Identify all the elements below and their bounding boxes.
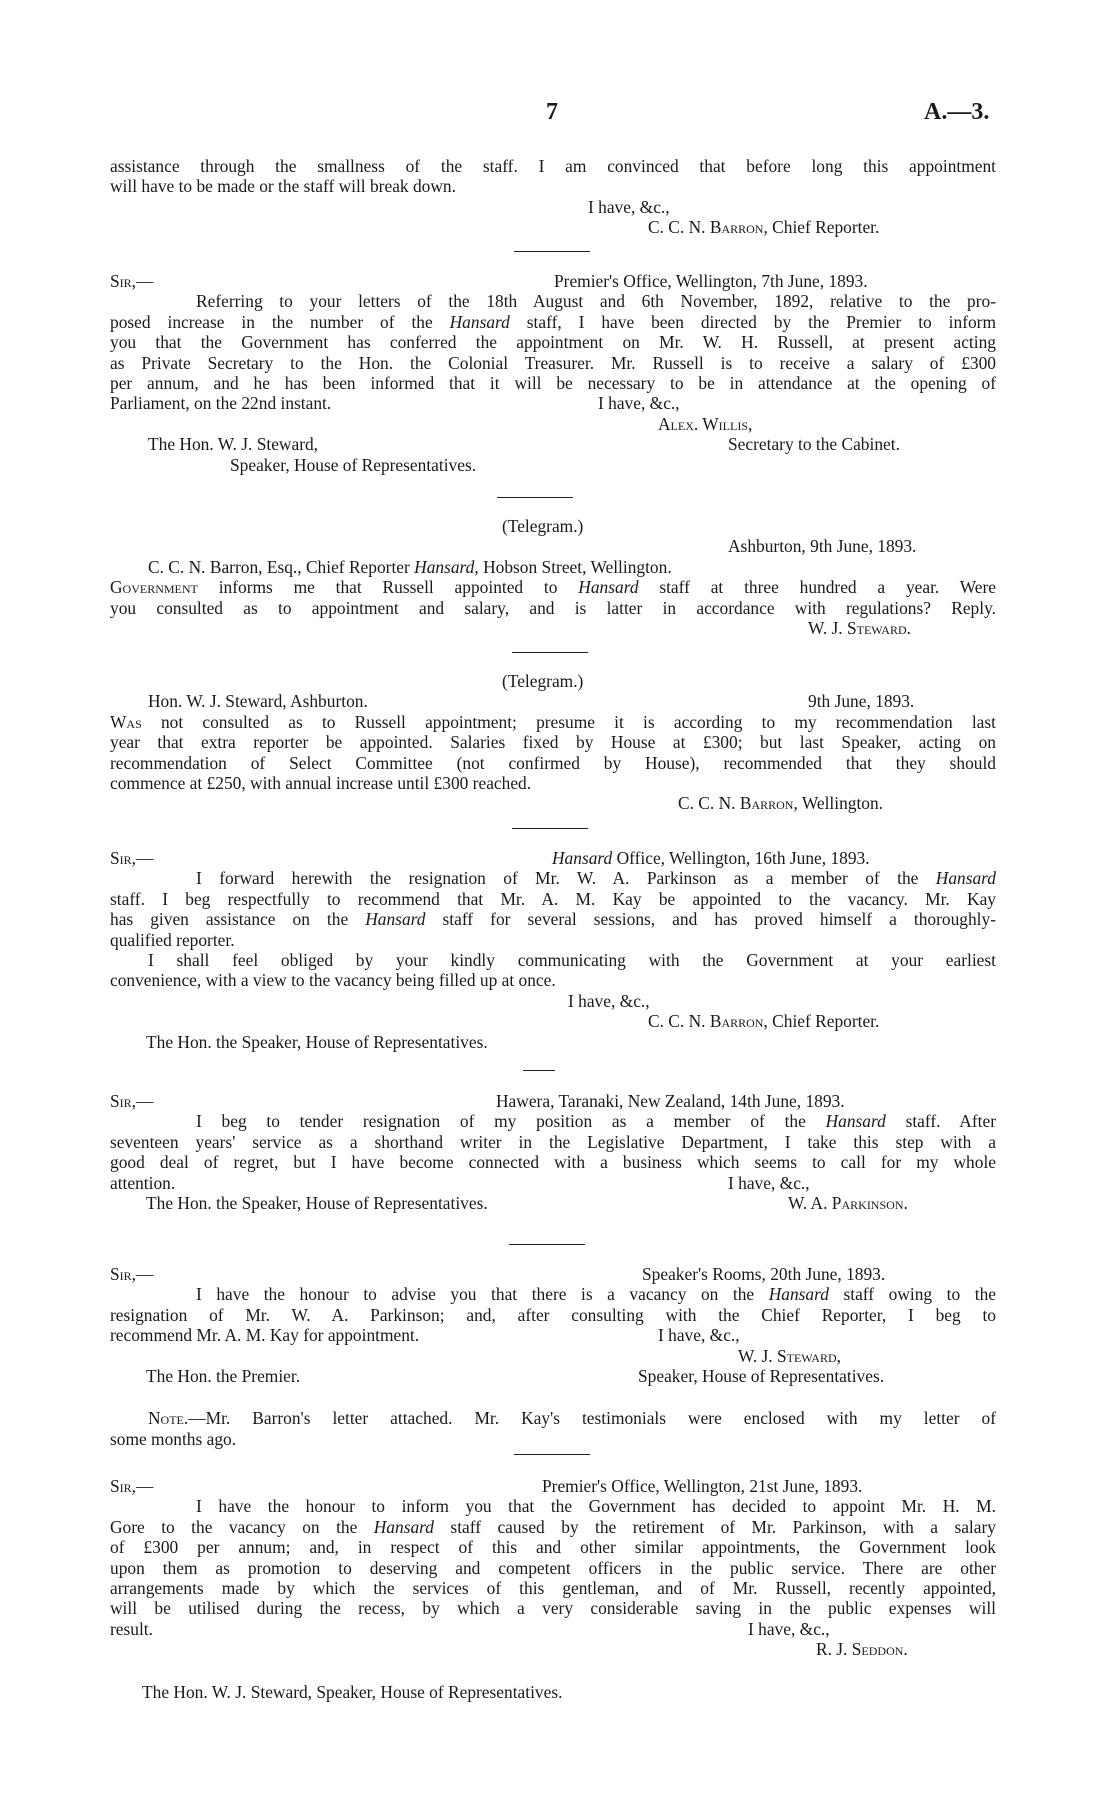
place-date: Hawera, Taranaki, New Zealand, 14th June, 1893. bbox=[496, 1091, 845, 1111]
section-divider bbox=[497, 497, 573, 498]
letter-speakers-rooms bbox=[110, 1264, 996, 1449]
closing: I have, &c., bbox=[588, 196, 670, 217]
text-line: will have to be made or the staff will break down. bbox=[110, 176, 456, 197]
section-divider bbox=[514, 1454, 590, 1455]
text-line: Referring to your letters of the 18th August and 6th November, 1892, relative to the pro- bbox=[196, 291, 996, 312]
section-divider bbox=[514, 251, 590, 252]
note-line: some months ago. bbox=[110, 1428, 237, 1449]
addressee: The Hon. the Speaker, House of Representatives. bbox=[146, 1192, 488, 1213]
place-date: Premier's Office, Wellington, 21st June, 1893. bbox=[542, 1476, 863, 1496]
text-line: recommendation of Select Committee (not confirmed by House), recommended that they should bbox=[110, 752, 996, 773]
telegram-ashburton bbox=[110, 516, 996, 638]
letter-hawera bbox=[110, 1091, 996, 1213]
closing: I have, &c., bbox=[598, 393, 680, 414]
text-line: attention. bbox=[110, 1172, 176, 1193]
section-divider bbox=[512, 828, 588, 829]
addressee-title: Speaker, House of Representatives. bbox=[230, 454, 477, 475]
signature: R. J. Seddon. bbox=[816, 1639, 908, 1660]
text-line: staff. I beg respectfully to recommend that Mr. A. M. Kay be appointed to the vacancy. Mr. Kay bbox=[110, 888, 996, 909]
text-line: result. bbox=[110, 1618, 153, 1639]
signature: W. A. Parkinson. bbox=[788, 1192, 908, 1213]
addressee: C. C. N. Barron, Esq., Chief Reporter Hansard, Hobson Street, Wellington. bbox=[148, 556, 672, 577]
signature-title: Secretary to the Cabinet. bbox=[728, 434, 900, 455]
text-line: assistance through the smallness of the staff. I am convinced that before long this appointment bbox=[110, 156, 996, 176]
salutation: Sir,— bbox=[110, 1476, 154, 1496]
note-line: Note.—Mr. Barron's letter attached. Mr. Kay's testimonials were enclosed with my letter of bbox=[148, 1408, 996, 1429]
addressee: The Hon. the Premier. bbox=[146, 1365, 301, 1386]
addressee: Hon. W. J. Steward, Ashburton. bbox=[148, 691, 368, 712]
letter-continuation bbox=[110, 156, 996, 238]
text-line: good deal of regret, but I have become connected with a business which seems to call for my whole bbox=[110, 1152, 996, 1173]
text-line: posed increase in the number of the Hansard staff, I have been directed by the Premier to inform bbox=[110, 311, 997, 332]
signature: W. J. Steward. bbox=[808, 617, 911, 638]
text-line: Gore to the vacancy on the Hansard staff caused by the retirement of Mr. Parkinson, with a salary bbox=[110, 1516, 996, 1537]
text-line: I beg to tender resignation of my position as a member of the Hansard staff. After bbox=[196, 1111, 996, 1132]
telegram-heading: (Telegram.) bbox=[502, 671, 584, 691]
salutation: Sir,— bbox=[110, 271, 154, 291]
text-line: year that extra reporter be appointed. Salaries fixed by House at £300; but last Speaker, acting on bbox=[110, 732, 996, 753]
text-line: arrangements made by which the services of this gentleman, and of Mr. Russell, recently appointed, bbox=[110, 1577, 996, 1598]
text-line: commence at £250, with annual increase until £300 reached. bbox=[110, 772, 532, 793]
salutation: Sir,— bbox=[110, 848, 154, 868]
text-line: as Private Secretary to the Hon. the Colonial Treasurer. Mr. Russell is to receive a salary of £300 bbox=[110, 352, 996, 373]
text-line: you that the Government has conferred the appointment on Mr. W. H. Russell, at present acting bbox=[110, 332, 996, 353]
text-line: seventeen years' service as a shorthand writer in the Legislative Department, I take this step with a bbox=[110, 1131, 996, 1152]
closing: I have, &c., bbox=[658, 1325, 740, 1346]
letter-hansard-office bbox=[110, 848, 996, 1052]
salutation: Sir,— bbox=[110, 1091, 154, 1111]
place-date: Speaker's Rooms, 20th June, 1893. bbox=[642, 1264, 886, 1284]
salutation: Sir,— bbox=[110, 1264, 154, 1284]
letter-premiers-office-7-june bbox=[110, 271, 996, 475]
date: 9th June, 1893. bbox=[808, 691, 915, 712]
signature: W. J. Steward, bbox=[738, 1345, 841, 1366]
text-line: of £300 per annum; and, in respect of this and other similar appointments, the Government look bbox=[110, 1537, 996, 1558]
section-divider bbox=[512, 652, 588, 653]
document-code: A.—3. bbox=[924, 99, 990, 125]
signature: C. C. N. Barron, Chief Reporter. bbox=[648, 1011, 880, 1032]
text-line: resignation of Mr. W. A. Parkinson; and, after consulting with the Chief Reporter, I beg to bbox=[110, 1304, 996, 1325]
text-line: qualified reporter. bbox=[110, 929, 235, 950]
text-line: upon them as promotion to deserving and competent officers in the public service. There are other bbox=[110, 1557, 996, 1578]
text-line: convenience, with a view to the vacancy being filled up at once. bbox=[110, 970, 556, 991]
section-divider bbox=[509, 1244, 585, 1245]
text-line: will be utilised during the recess, by which a very considerable saving in the public expenses will bbox=[110, 1598, 996, 1619]
text-line: recommend Mr. A. M. Kay for appointment. bbox=[110, 1325, 420, 1346]
section-divider bbox=[523, 1070, 555, 1071]
closing: I have, &c., bbox=[568, 990, 650, 1011]
addressee: The Hon. W. J. Steward, bbox=[148, 434, 319, 455]
text-line: has given assistance on the Hansard staff for several sessions, and has proved himself a thoroughly- bbox=[110, 909, 996, 930]
text-line: Was not consulted as to Russell appointment; presume it is according to my recommendation last bbox=[110, 711, 996, 732]
addressee: The Hon. the Speaker, House of Representatives. bbox=[146, 1031, 488, 1052]
text-line: Government informs me that Russell appointed to Hansard staff at three hundred a year. Were bbox=[110, 577, 996, 598]
text-line: per annum, and he has been informed that it will be necessary to be in attendance at the opening of bbox=[110, 372, 996, 393]
signature: C. C. N. Barron, Wellington. bbox=[678, 793, 884, 814]
text-line: Parliament, on the 22nd instant. bbox=[110, 393, 332, 414]
closing: I have, &c., bbox=[728, 1172, 810, 1193]
text-line: I forward herewith the resignation of Mr. W. A. Parkinson as a member of the Hansard bbox=[196, 868, 996, 889]
place-date: Hansard Office, Wellington, 16th June, 1893. bbox=[552, 848, 870, 868]
place-date: Ashburton, 9th June, 1893. bbox=[728, 536, 917, 557]
telegram-heading: (Telegram.) bbox=[502, 516, 584, 536]
signature: Alex. Willis, bbox=[658, 413, 753, 434]
page-number: 7 bbox=[546, 99, 558, 125]
telegram-reply bbox=[110, 671, 996, 814]
text-line: I have the honour to advise you that there is a vacancy on the Hansard staff owing to the bbox=[196, 1284, 996, 1305]
text-line: I shall feel obliged by your kindly communicating with the Government at your earliest bbox=[148, 949, 996, 970]
text-line: you consulted as to appointment and salary, and is latter in accordance with regulations? Reply. bbox=[110, 597, 996, 618]
letter-premiers-office-21-june bbox=[110, 1476, 996, 1702]
text-line: I have the honour to inform you that the Government has decided to appoint Mr. H. M. bbox=[196, 1496, 996, 1517]
signature: C. C. N. Barron, Chief Reporter. bbox=[648, 217, 880, 238]
signature-title: Speaker, House of Representatives. bbox=[638, 1365, 885, 1386]
addressee: The Hon. W. J. Steward, Speaker, House of Representatives. bbox=[142, 1681, 563, 1702]
place-date: Premier's Office, Wellington, 7th June, 1893. bbox=[554, 271, 868, 291]
closing: I have, &c., bbox=[748, 1618, 830, 1639]
